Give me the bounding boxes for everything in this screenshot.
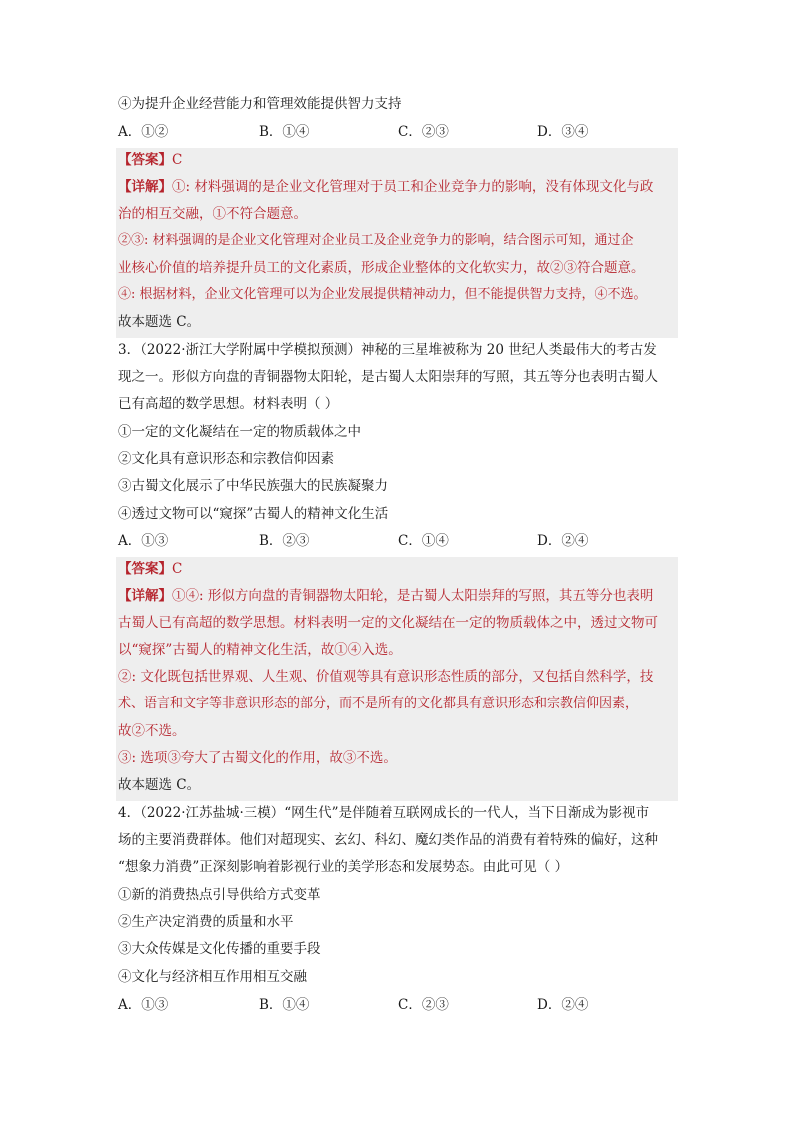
q2-option-4: ④为提升企业经营能力和管理效能提供智力支持 bbox=[118, 96, 402, 112]
q2-detail-line-2: 治的相互交融，①不符合题意。 bbox=[118, 206, 307, 222]
q3-option-3: ③古蜀文化展示了中华民族强大的民族凝聚力 bbox=[118, 478, 388, 494]
q3-stem-line-3: 已有高超的数学思想。材料表明（ ） bbox=[118, 396, 339, 412]
q3-detail-line-3: 以“窥探”古蜀人的精神文化生活，故①④入选。 bbox=[118, 642, 402, 658]
q3-detail-line-7: ③: 选项③夸大了古蜀文化的作用，故③不选。 bbox=[118, 750, 397, 766]
q4-option-2: ②生产决定消费的质量和水平 bbox=[118, 914, 294, 930]
q4-stem-line-3: “想象力消费”正深刻影响着影视行业的美学形态和发展势态。由此可见（ ） bbox=[118, 859, 569, 875]
q2-answer-label: 【答案】 bbox=[118, 152, 172, 168]
q4-choice-d: D．②④ bbox=[537, 997, 589, 1013]
q4-option-3: ③大众传媒是文化传播的重要手段 bbox=[118, 941, 321, 957]
q4-stem-line-1: 4．（2022·江苏盐城·三模）“网生代”是伴随着互联网成长的一代人，当下日渐成为影视市 bbox=[118, 805, 650, 821]
q2-choice-a: A．①② bbox=[118, 124, 169, 140]
q3-choice-d: D．②④ bbox=[537, 533, 589, 549]
q2-conclusion: 故本题选 C。 bbox=[118, 314, 201, 330]
q2-choice-b: B．①④ bbox=[259, 124, 310, 140]
q2-detail-line-4: 业核心价值的培养提升员工的文化素质，形成企业整体的文化软实力，故②③符合题意。 bbox=[118, 260, 645, 276]
q3-choice-c: C．①④ bbox=[398, 533, 449, 549]
q3-option-4: ④透过文物可以“窥探”古蜀人的精神文化生活 bbox=[118, 506, 389, 522]
q3-stem-line-2: 现之一。形似方向盘的青铜器物太阳轮，是古蜀人太阳崇拜的写照，其五等分也表明古蜀人 bbox=[118, 369, 658, 385]
q3-detail-line-4: ②: 文化既包括世界观、人生观、价值观等具有意识形态性质的部分，又包括自然科学，技 bbox=[118, 669, 654, 685]
q3-choice-a: A．①③ bbox=[118, 533, 169, 549]
q3-answer bbox=[118, 560, 678, 578]
q3-choice-b: B．②③ bbox=[259, 533, 310, 549]
q2-answer-value: C bbox=[172, 152, 183, 168]
q3-detail-line-5: 术、语言和文字等非意识形态的部分，而不是所有的文化都具有意识形态和宗教信仰因素， bbox=[118, 696, 639, 711]
q2-detail-line-3: ②③: 材料强调的是企业文化管理对企业员工及企业竞争力的影响，结合图示可知，通过企 bbox=[118, 233, 634, 248]
q2-detail-label: 【详解】 bbox=[118, 179, 172, 195]
q2-answer bbox=[118, 151, 678, 169]
q3-answer-label: 【答案】 bbox=[118, 561, 172, 577]
q3-detail-line-1: 【详解】①④: 形似方向盘的青铜器物太阳轮，是古蜀人太阳崇拜的写照，其五等分也表明 bbox=[118, 588, 654, 604]
q4-choice-a: A．①③ bbox=[118, 997, 169, 1013]
q2-detail-line-5: ④: 根据材料，企业文化管理可以为企业发展提供精神动力，但不能提供智力支持，④不选。 bbox=[118, 287, 647, 302]
q4-option-1: ①新的消费热点引导供给方式变革 bbox=[118, 887, 321, 903]
q4-choice-b: B．①④ bbox=[259, 997, 310, 1013]
q3-option-1: ①一定的文化凝结在一定的物质载体之中 bbox=[118, 424, 361, 440]
q2-choice-c: C．②③ bbox=[398, 124, 449, 140]
q2-detail-line-1: 【详解】①: 材料强调的是企业文化管理对于员工和企业竞争力的影响，没有体现文化与政 bbox=[118, 179, 654, 195]
q3-conclusion: 故本题选 C。 bbox=[118, 777, 201, 793]
q2-choice-d: D．③④ bbox=[537, 124, 589, 140]
q3-detail-label: 【详解】 bbox=[118, 588, 172, 604]
q4-stem-line-2: 场的主要消费群体。他们对超现实、玄幻、科幻、魔幻类作品的消费有着特殊的偏好，这种 bbox=[118, 832, 658, 848]
q3-option-2: ②文化具有意识形态和宗教信仰因素 bbox=[118, 451, 334, 467]
q3-detail-line-2: 古蜀人已有高超的数学思想。材料表明一定的文化凝结在一定的物质载体之中，透过文物可 bbox=[118, 615, 658, 631]
q3-stem-line-1: 3．（2022·浙江大学附属中学模拟预测）神秘的三星堆被称为 20 世纪人类最伟大的考古发 bbox=[118, 342, 657, 358]
q4-choice-c: C．②③ bbox=[398, 997, 449, 1013]
q3-detail-line-6: 故②不选。 bbox=[118, 723, 186, 739]
q4-option-4: ④文化与经济相互作用相互交融 bbox=[118, 969, 307, 985]
q3-answer-value: C bbox=[172, 561, 183, 577]
